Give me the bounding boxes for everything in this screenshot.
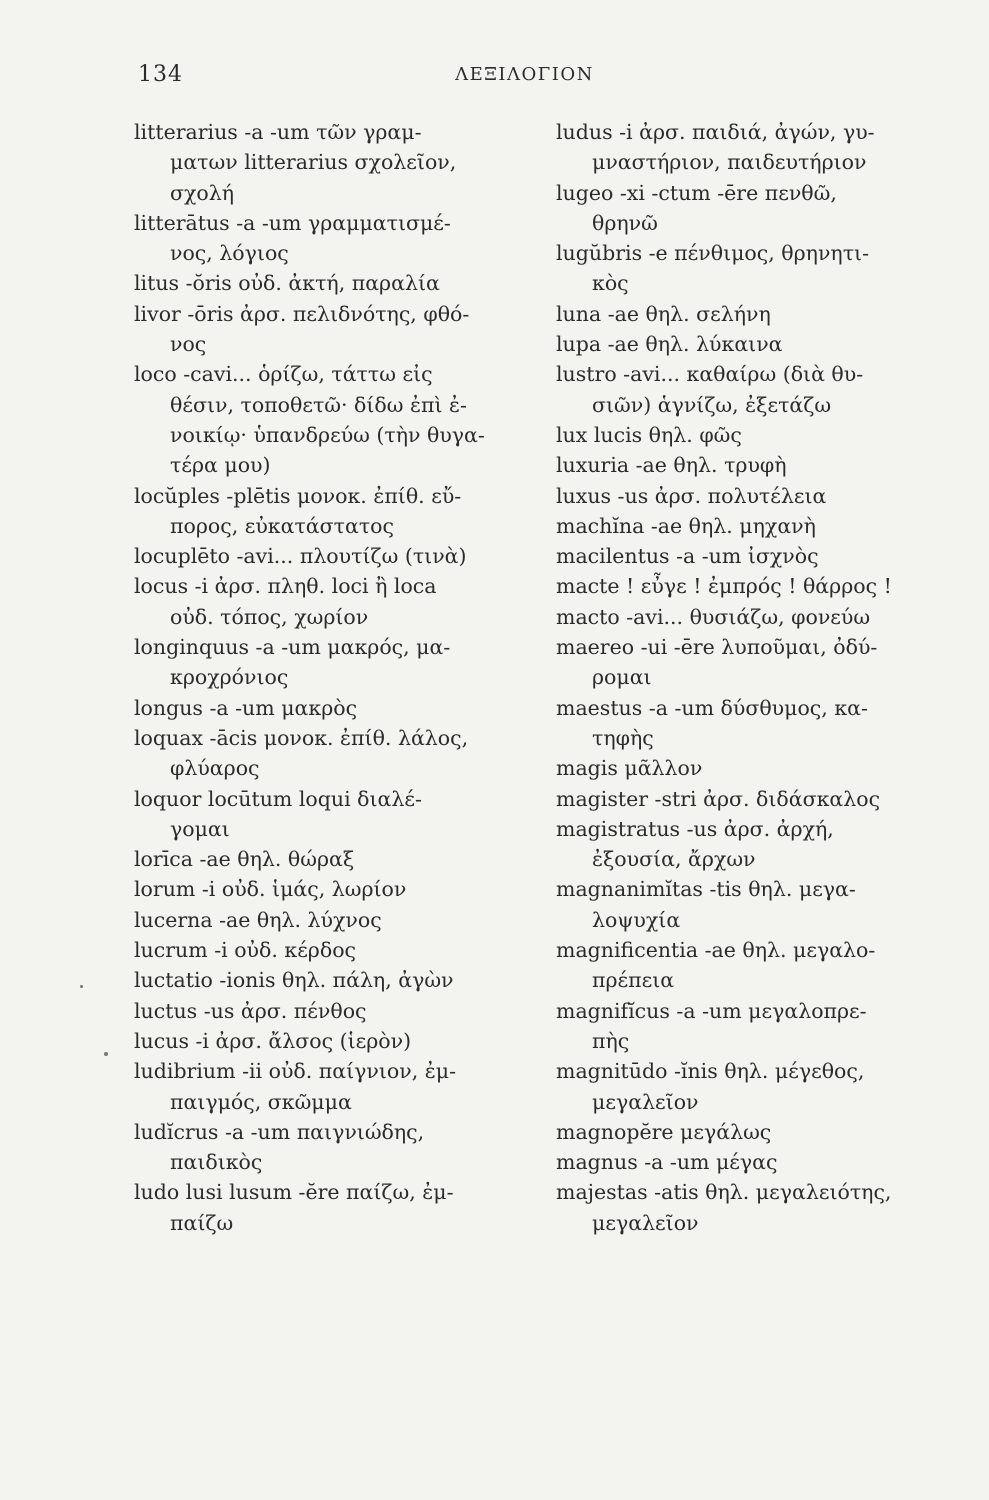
entry-line: lorum -i οὐδ. ἱμάς, λωρίον: [134, 877, 407, 902]
entry-line: longus -a -um μακρὸς: [134, 695, 358, 720]
entry-line: litterātus -a -um γραμματισμέ-: [134, 210, 451, 235]
entry-line: κροχρόνιος: [170, 665, 289, 690]
entry-line: locuplēto -avi... πλουτίζω (τινὰ): [134, 544, 467, 569]
entry-line: νος: [170, 332, 207, 357]
entry-line: magnanimĭtas -tis θηλ. μεγα-: [556, 877, 856, 902]
entry-line: παίζω: [170, 1210, 234, 1235]
entry-line: lucrum -i οὐδ. κέρδος: [134, 938, 357, 963]
entry-line: lugeo -xi -ctum -ēre πενθῶ,: [556, 180, 837, 205]
entry-line: macilentus -a -um ἰσχνὸς: [556, 544, 819, 569]
entry-line: πορος, εὐκατάστατος: [170, 513, 394, 538]
entry-line: machĭna -ae θηλ. μηχανὴ: [556, 513, 816, 538]
entry-line: ρομαι: [592, 665, 652, 690]
right-column: [556, 117, 976, 1238]
entry-line: μναστήριον, παιδευτήριον: [592, 150, 867, 175]
entry-line: φλύαρος: [170, 756, 260, 781]
entry-line: μεγαλεῖον: [592, 1089, 699, 1114]
entry-line: γομαι: [170, 816, 230, 841]
entry-line: ludĭcrus -a -um παιγνιώδης,: [134, 1119, 425, 1144]
entry-line: majestas -atis θηλ. μεγαλειότης,: [556, 1180, 892, 1205]
entry-line: luxus -us ἀρσ. πολυτέλεια: [556, 483, 827, 508]
entry-line: luna -ae θηλ. σελήνη: [556, 301, 771, 326]
entry-line: longinquus -a -um μακρός, μα-: [134, 635, 451, 660]
entry-line: lucerna -ae θηλ. λύχνος: [134, 907, 382, 932]
entry-line: lorīca -ae θηλ. θώραξ: [134, 847, 355, 872]
entry-line: τηφὴς: [592, 725, 654, 750]
left-column: [134, 117, 534, 1238]
entry-line: magis μᾶλλον: [556, 756, 703, 781]
entry-line: lux lucis θηλ. φῶς: [556, 422, 742, 447]
entry-line: magnificentia -ae θηλ. μεγαλο-: [556, 938, 876, 963]
entry-line: ludus -i ἀρσ. παιδιά, ἀγών, γυ-: [556, 120, 875, 144]
entry-line: θέσιν, τοποθετῶ· δίδω ἐπὶ ἐ-: [170, 392, 467, 417]
print-speck: [80, 985, 83, 988]
entry-line: macte ! εὖγε ! ἐμπρός ! θάρρος !: [556, 574, 892, 599]
entry-line: locus -i ἀρσ. πληθ. loci ἢ loca: [134, 574, 437, 599]
entry-line: ματων litterarius σχολεῖον,: [170, 150, 457, 175]
entry-line: maestus -a -um δύσθυμος, κα-: [556, 695, 868, 720]
print-speck: [104, 1052, 108, 1056]
entry-line: θρηνῶ: [592, 210, 658, 235]
entry-line: σιῶν) ἁγνίζω, ἐξετάζω: [592, 392, 832, 417]
entry-line: πρέπεια: [592, 968, 675, 993]
entry-line: μεγαλεῖον: [592, 1210, 699, 1235]
entry-line: luxuria -ae θηλ. τρυφὴ: [556, 453, 787, 478]
entry-line: litterarius -a -um τῶν γραμ-: [134, 120, 422, 144]
entry-line: οὐδ. τόπος, χωρίον: [170, 604, 369, 629]
entry-line: maereo -ui -ēre λυποῦμαι, ὀδύ-: [556, 635, 878, 660]
entry-line: τέρα μου): [170, 453, 271, 478]
entry-line: lupa -ae θηλ. λύκαινα: [556, 332, 783, 357]
entry-line: macto -avi... θυσιάζω, φονεύω: [556, 604, 871, 629]
entry-line: ἐξουσία, ἄρχων: [592, 847, 756, 872]
entry-line: magnifĭcus -a -um μεγαλοπρε-: [556, 998, 867, 1023]
entry-line: παιδικὸς: [170, 1150, 263, 1175]
entry-line: livor -ōris ἀρσ. πελιδνότης, φθό-: [134, 301, 470, 326]
entry-line: lucus -i ἀρσ. ἄλσος (ἱερὸν): [134, 1028, 412, 1053]
entry-line: lustro -avi... καθαίρω (διὰ θυ-: [556, 362, 864, 387]
entry-line: luctus -us ἀρσ. πένθος: [134, 998, 367, 1023]
entry-line: κὸς: [592, 271, 629, 296]
entry-line: loquax -ācis μονοκ. ἐπίθ. λάλος,: [134, 725, 469, 750]
entry-line: magnopĕre μεγάλως: [556, 1119, 772, 1144]
entry-line: λοψυχία: [592, 907, 681, 932]
entry-line: magister -stri ἀρσ. διδάσκαλος: [556, 786, 881, 811]
entry-line: magnus -a -um μέγας: [556, 1150, 778, 1175]
entry-line: lugŭbris -e πένθιμος, θρηνητι-: [556, 241, 870, 266]
entry-line: σχολή: [170, 180, 235, 205]
entry-line: ludibrium -ii οὐδ. παίγνιον, ἐμ-: [134, 1059, 457, 1084]
entry-line: magistratus -us ἀρσ. ἀρχή,: [556, 816, 834, 841]
entry-line: magnitūdo -ĭnis θηλ. μέγεθος,: [556, 1059, 865, 1084]
entry-line: ludo lusi lusum -ĕre παίζω, ἐμ-: [134, 1180, 454, 1205]
entry-line: litus -ŏris οὐδ. ἀκτή, παραλία: [134, 271, 440, 296]
entry-line: loco -cavi... ὁρίζω, τάττω εἰς: [134, 362, 433, 387]
entry-line: locŭples -plētis μονοκ. ἐπίθ. εὔ-: [134, 483, 462, 508]
entry-line: luctatio -ionis θηλ. πάλη, ἀγὼν: [134, 968, 454, 993]
entry-line: πὴς: [592, 1028, 630, 1053]
entry-line: loquor locūtum loqui διαλέ-: [134, 786, 422, 811]
entry-line: νος, λόγιος: [170, 241, 289, 266]
entry-line: παιγμός, σκῶμμα: [170, 1089, 352, 1114]
entry-line: νοικίῳ· ὑπανδρεύω (τὴν θυγα-: [170, 422, 485, 447]
running-head: ΛΕΞΙΛΟΓΙΟΝ: [455, 64, 594, 85]
page-number: 134: [138, 62, 183, 87]
